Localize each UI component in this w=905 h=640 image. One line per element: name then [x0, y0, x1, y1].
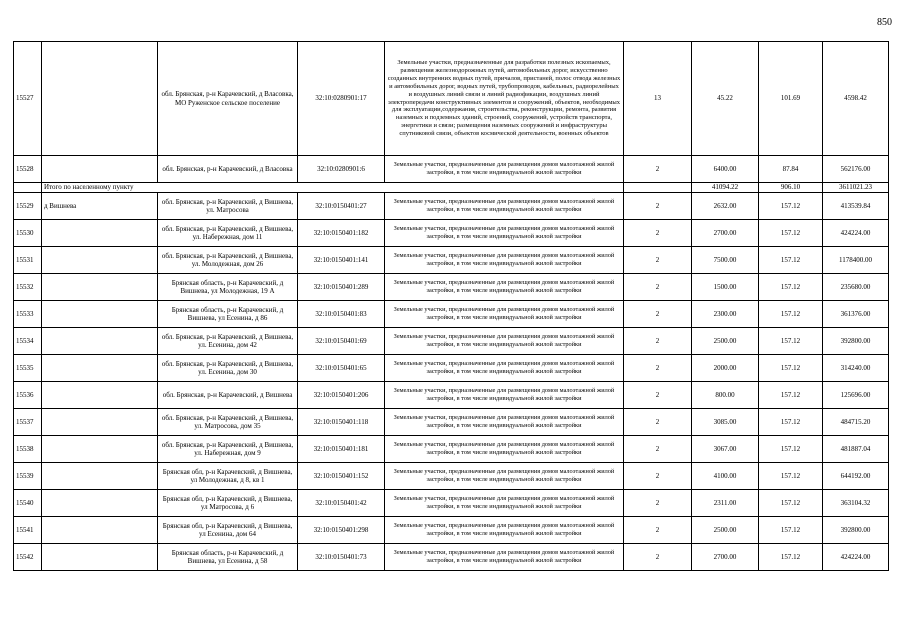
use-group: 2 [624, 436, 692, 463]
table-row [14, 463, 889, 490]
cadastral-number: 32:10:0280901:17 [298, 42, 385, 156]
settlement-cell [42, 436, 158, 463]
address-cell: Брянская обл, р-н Карачевский, д Вишнева, ул Молодежная, д 8, кв 1 [158, 463, 298, 490]
address-cell: обл. Брянская, р-н Карачевский, д Вишнева, ул. Есенина, дом 30 [158, 355, 298, 382]
cadastral-cost-cell: 4598.42 [823, 42, 889, 156]
address-cell: Брянская область, р-н Карачевский, д Вишнева, ул Есенина, д 86 [158, 301, 298, 328]
land-use-cell: Земельные участки, предназначенные для размещения домов малоэтажной жилой застройки, в том числе индивидуальной жилой застройки [385, 220, 624, 247]
cadastral-number: 32:10:0150401:298 [298, 517, 385, 544]
settlement-cell [42, 301, 158, 328]
use-group: 2 [624, 156, 692, 183]
record-number: 15530 [14, 220, 42, 247]
address-cell: обл. Брянская, р-н Карачевский, д Власовка [158, 156, 298, 183]
address-cell: Брянская обл, р-н Карачевский, д Вишнева, ул Матросова, д 6 [158, 490, 298, 517]
total-row [14, 183, 889, 193]
use-group: 2 [624, 409, 692, 436]
cadastral-cost-cell: 562176.00 [823, 156, 889, 183]
specific-value-cell: 157.12 [759, 328, 823, 355]
table-row [14, 328, 889, 355]
table-row [14, 382, 889, 409]
address-cell: обл. Брянская, р-н Карачевский, д Вишнева, ул. Матросова, дом 35 [158, 409, 298, 436]
record-number: 15534 [14, 328, 42, 355]
specific-value-cell: 157.12 [759, 301, 823, 328]
use-group: 2 [624, 355, 692, 382]
cadastral-value-table [13, 41, 889, 571]
address-cell: Брянская область, р-н Карачевский, д Вишнева, ул Есенина, д 58 [158, 544, 298, 571]
cadastral-cost-cell: 314240.00 [823, 355, 889, 382]
area-cell: 1500.00 [692, 274, 759, 301]
cadastral-number: 32:10:0150401:182 [298, 220, 385, 247]
use-group: 2 [624, 247, 692, 274]
settlement-cell [42, 409, 158, 436]
use-group: 2 [624, 517, 692, 544]
table-row [14, 274, 889, 301]
cadastral-cost-cell: 644192.00 [823, 463, 889, 490]
area-cell: 4100.00 [692, 463, 759, 490]
record-number: 15536 [14, 382, 42, 409]
specific-value-cell: 157.12 [759, 247, 823, 274]
record-number: 15529 [14, 193, 42, 220]
cadastral-number: 32:10:0150401:65 [298, 355, 385, 382]
record-number: 15539 [14, 463, 42, 490]
table-row [14, 220, 889, 247]
area-cell: 2700.00 [692, 220, 759, 247]
table-row [14, 247, 889, 274]
cadastral-cost-cell: 125696.00 [823, 382, 889, 409]
specific-value-cell: 157.12 [759, 517, 823, 544]
land-use-cell: Земельные участки, предназначенные для размещения домов малоэтажной жилой застройки, в том числе индивидуальной жилой застройки [385, 301, 624, 328]
table-row [14, 193, 889, 220]
use-group: 2 [624, 301, 692, 328]
settlement-cell [42, 355, 158, 382]
specific-value-cell: 157.12 [759, 220, 823, 247]
use-group: 2 [624, 328, 692, 355]
land-use-cell: Земельные участки, предназначенные для размещения домов малоэтажной жилой застройки, в том числе индивидуальной жилой застройки [385, 517, 624, 544]
settlement-cell [42, 42, 158, 156]
use-group [624, 183, 692, 193]
settlement-cell: д Вишнева [42, 193, 158, 220]
specific-value-cell: 157.12 [759, 490, 823, 517]
use-group: 2 [624, 463, 692, 490]
table-row [14, 156, 889, 183]
area-cell: 7500.00 [692, 247, 759, 274]
land-use-cell: Земельные участки, предназначенные для размещения домов малоэтажной жилой застройки, в том числе индивидуальной жилой застройки [385, 274, 624, 301]
area-cell: 3085.00 [692, 409, 759, 436]
settlement-cell [42, 220, 158, 247]
cadastral-cost-cell: 1178400.00 [823, 247, 889, 274]
specific-value-cell: 157.12 [759, 544, 823, 571]
settlement-cell [42, 544, 158, 571]
land-use-cell: Земельные участки, предназначенные для размещения домов малоэтажной жилой застройки, в том числе индивидуальной жилой застройки [385, 409, 624, 436]
record-number: 15537 [14, 409, 42, 436]
page-number: 850 [877, 17, 892, 28]
table-row [14, 490, 889, 517]
total-area: 41094.22 [692, 183, 759, 193]
record-number: 15542 [14, 544, 42, 571]
address-cell: обл. Брянская, р-н Карачевский, д Вишнева [158, 382, 298, 409]
land-use-cell: Земельные участки, предназначенные для размещения домов малоэтажной жилой застройки, в том числе индивидуальной жилой застройки [385, 436, 624, 463]
use-group: 13 [624, 42, 692, 156]
cadastral-number: 32:10:0150401:141 [298, 247, 385, 274]
cadastral-cost-cell: 413539.84 [823, 193, 889, 220]
total-cadastral-cost: 3611021.23 [823, 183, 889, 193]
cadastral-cost-cell: 392800.00 [823, 328, 889, 355]
table-row [14, 517, 889, 544]
specific-value-cell: 87.84 [759, 156, 823, 183]
total-specific-value: 906.10 [759, 183, 823, 193]
table-row [14, 355, 889, 382]
cadastral-cost-cell: 363104.32 [823, 490, 889, 517]
table-row [14, 409, 889, 436]
use-group: 2 [624, 490, 692, 517]
cadastral-number: 32:10:0150401:69 [298, 328, 385, 355]
record-number: 15531 [14, 247, 42, 274]
address-cell: обл. Брянская, р-н Карачевский, д Вишнева, ул. Есенина, дом 42 [158, 328, 298, 355]
land-use-cell: Земельные участки, предназначенные для размещения домов малоэтажной жилой застройки, в том числе индивидуальной жилой застройки [385, 193, 624, 220]
record-number: 15541 [14, 517, 42, 544]
cadastral-number: 32:10:0280901:6 [298, 156, 385, 183]
land-use-cell: Земельные участки, предназначенные для размещения домов малоэтажной жилой застройки, в том числе индивидуальной жилой застройки [385, 490, 624, 517]
cadastral-number: 32:10:0150401:118 [298, 409, 385, 436]
settlement-cell [42, 274, 158, 301]
land-use-cell: Земельные участки, предназначенные для размещения домов малоэтажной жилой застройки, в том числе индивидуальной жилой застройки [385, 382, 624, 409]
specific-value-cell: 157.12 [759, 274, 823, 301]
cadastral-number: 32:10:0150401:181 [298, 436, 385, 463]
record-number: 15535 [14, 355, 42, 382]
cadastral-number: 32:10:0150401:206 [298, 382, 385, 409]
cadastral-cost-cell: 392800.00 [823, 517, 889, 544]
use-group: 2 [624, 274, 692, 301]
area-cell: 2300.00 [692, 301, 759, 328]
area-cell: 2500.00 [692, 328, 759, 355]
use-group: 2 [624, 382, 692, 409]
cadastral-cost-cell: 235680.00 [823, 274, 889, 301]
land-use-cell: Земельные участки, предназначенные для размещения домов малоэтажной жилой застройки, в том числе индивидуальной жилой застройки [385, 328, 624, 355]
record-number: 15540 [14, 490, 42, 517]
table-row [14, 436, 889, 463]
settlement-cell [42, 490, 158, 517]
settlement-cell [42, 517, 158, 544]
record-number: 15532 [14, 274, 42, 301]
cadastral-cost-cell: 361376.00 [823, 301, 889, 328]
cadastral-cost-cell: 484715.20 [823, 409, 889, 436]
address-cell: Брянская область, р-н Карачевский, д Вишнева, ул Молодежная, 19 А [158, 274, 298, 301]
record-number: 15538 [14, 436, 42, 463]
area-cell: 2000.00 [692, 355, 759, 382]
land-use-cell: Земельные участки, предназначенные для размещения домов малоэтажной жилой застройки, в том числе индивидуальной жилой застройки [385, 544, 624, 571]
land-use-cell: Земельные участки, предназначенные для размещения домов малоэтажной жилой застройки, в том числе индивидуальной жилой застройки [385, 463, 624, 490]
address-cell: обл. Брянская, р-н Карачевский, д Вишнева, ул. Набережная, дом 11 [158, 220, 298, 247]
area-cell: 45.22 [692, 42, 759, 156]
cadastral-number: 32:10:0150401:73 [298, 544, 385, 571]
cadastral-cost-cell: 424224.00 [823, 220, 889, 247]
specific-value-cell: 157.12 [759, 436, 823, 463]
land-use-cell: Земельные участки, предназначенные для размещения домов малоэтажной жилой застройки, в том числе индивидуальной жилой застройки [385, 156, 624, 183]
total-label: Итого по населенному пункту [42, 183, 624, 193]
area-cell: 6400.00 [692, 156, 759, 183]
cadastral-number: 32:10:0150401:42 [298, 490, 385, 517]
land-use-cell: Земельные участки, предназначенные для размещения домов малоэтажной жилой застройки, в том числе индивидуальной жилой застройки [385, 355, 624, 382]
settlement-cell [42, 156, 158, 183]
use-group: 2 [624, 220, 692, 247]
table-row [14, 301, 889, 328]
land-use-cell: Земельные участки, предназначенные для размещения домов малоэтажной жилой застройки, в том числе индивидуальной жилой застройки [385, 247, 624, 274]
table-row [14, 42, 889, 156]
settlement-cell [42, 247, 158, 274]
cadastral-cost-cell: 481887.04 [823, 436, 889, 463]
area-cell: 2311.00 [692, 490, 759, 517]
settlement-cell [42, 328, 158, 355]
record-number: 15527 [14, 42, 42, 156]
specific-value-cell: 157.12 [759, 463, 823, 490]
area-cell: 2632.00 [692, 193, 759, 220]
address-cell: обл. Брянская, р-н Карачевский, д Власовка, МО Руженское сельское поселение [158, 42, 298, 156]
cadastral-cost-cell: 424224.00 [823, 544, 889, 571]
specific-value-cell: 157.12 [759, 382, 823, 409]
area-cell: 2700.00 [692, 544, 759, 571]
specific-value-cell: 157.12 [759, 193, 823, 220]
specific-value-cell: 157.12 [759, 409, 823, 436]
record-number [14, 183, 42, 193]
settlement-cell [42, 382, 158, 409]
settlement-cell [42, 463, 158, 490]
cadastral-number: 32:10:0150401:152 [298, 463, 385, 490]
specific-value-cell: 101.69 [759, 42, 823, 156]
use-group: 2 [624, 544, 692, 571]
cadastral-number: 32:10:0150401:27 [298, 193, 385, 220]
address-cell: обл. Брянская, р-н Карачевский, д Вишнева, ул. Матросова [158, 193, 298, 220]
use-group: 2 [624, 193, 692, 220]
address-cell: обл. Брянская, р-н Карачевский, д Вишнева, ул. Молодежная, дом 26 [158, 247, 298, 274]
address-cell: обл. Брянская, р-н Карачевский, д Вишнева, ул. Набережная, дом 9 [158, 436, 298, 463]
specific-value-cell: 157.12 [759, 355, 823, 382]
cadastral-number: 32:10:0150401:83 [298, 301, 385, 328]
area-cell: 800.00 [692, 382, 759, 409]
cadastral-number: 32:10:0150401:289 [298, 274, 385, 301]
land-use-cell: Земельные участки, предназначенные для разработки полезных ископаемых, размещения железнодорожных путей, автомобильных дорог, искусственно созданных внутренних водных путей, причалов, пристаней, полос отвода железных и автомобильных дорог, водных путей, трубопроводов, кабельных, радиорелейных и воздушных линий связи и линий радиофикации, воздушных линий электропередачи конструктивных элементов и сооружений, объектов, необходимых для эксплуатации,содержания, строительства, реконструкции, ремонта, развития наземных и подземных зданий, строений, сооружений, устройств транспорта, энергетики и связи; размещения наземных сооружений и инфраструктуры спутниковой связи, объектов космической деятельности, военных объектов [385, 42, 624, 156]
record-number: 15528 [14, 156, 42, 183]
record-number: 15533 [14, 301, 42, 328]
area-cell: 2500.00 [692, 517, 759, 544]
area-cell: 3067.00 [692, 436, 759, 463]
address-cell: Брянская обл, р-н Карачевский, д Вишнева, ул Есенина, дом 64 [158, 517, 298, 544]
table-row [14, 544, 889, 571]
